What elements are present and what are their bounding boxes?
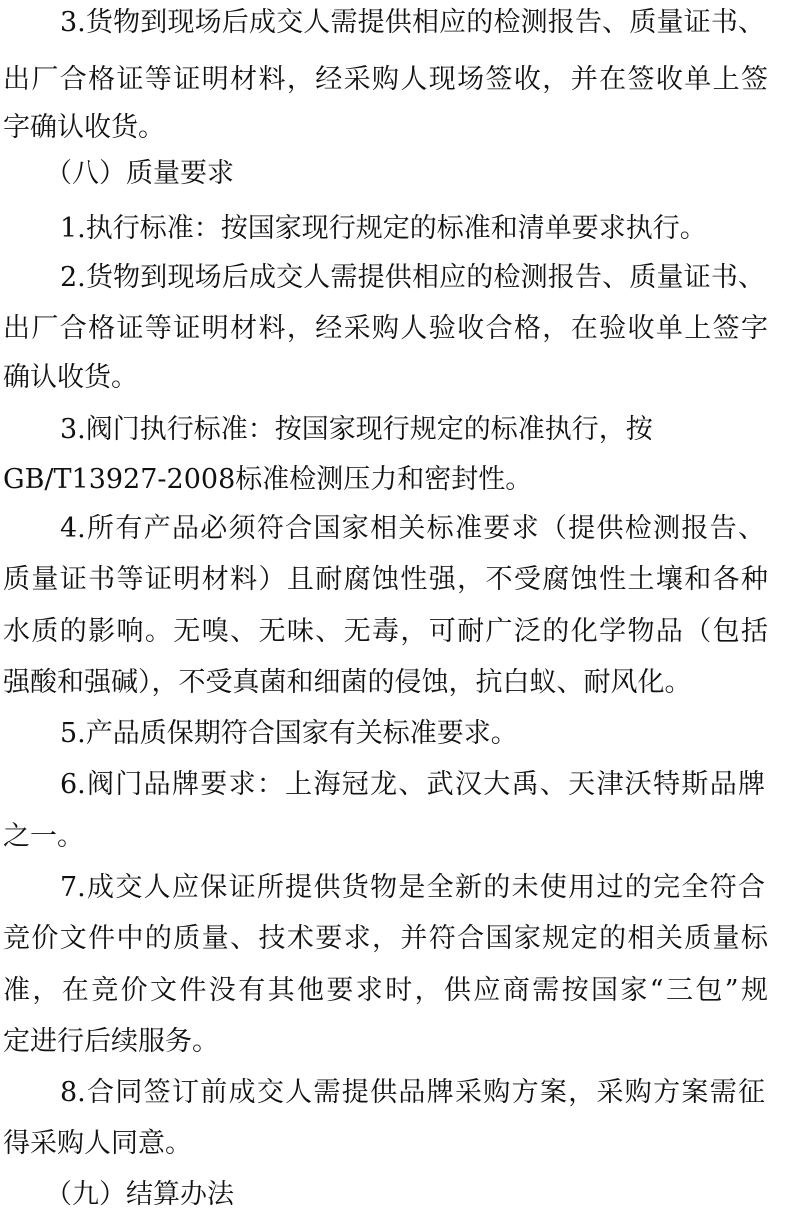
quality-item-3-line-2: GB/T13927-2008标准检测压力和密封性。 [3, 464, 533, 495]
quality-item-4-line-2: 质量证书等证明材料）且耐腐蚀性强，不受腐蚀性土壤和各种 [3, 564, 768, 595]
quality-item-2-line-2: 出厂合格证等证明材料，经采购人验收合格，在验收单上签字 [3, 313, 768, 344]
paragraph-delivery-3-line-2: 出厂合格证等证明材料，经采购人现场签收，并在签收单上签 [3, 64, 768, 95]
section-heading-settlement: （九）结算办法 [45, 1179, 234, 1210]
quality-item-2-line-1: 2.货物到现场后成交人需提供相应的检测报告、质量证书、 [60, 262, 765, 293]
quality-item-4-line-4: 强酸和强碱），不受真菌和细菌的侵蚀，抗白蚁、耐风化。 [3, 667, 692, 698]
section-heading-quality: （八）质量要求 [45, 158, 234, 189]
quality-item-7-line-1: 7.成交人应保证所提供货物是全新的未使用过的完全符合 [60, 872, 765, 903]
quality-item-8-line-1: 8.合同签订前成交人需提供品牌采购方案，采购方案需征 [60, 1077, 765, 1108]
quality-item-4-line-1: 4.所有产品必须符合国家相关标准要求（提供检测报告、 [60, 513, 765, 544]
quality-item-2-line-3: 确认收货。 [3, 362, 138, 393]
quality-item-1: 1.执行标准：按国家现行规定的标准和清单要求执行。 [60, 213, 707, 244]
quality-item-5: 5.产品质保期符合国家有关标准要求。 [60, 718, 518, 749]
quality-item-7-line-4: 定进行后续服务。 [3, 1026, 219, 1057]
paragraph-delivery-3-line-3: 字确认收货。 [3, 112, 165, 143]
quality-item-3-line-1: 3.阀门执行标准：按国家现行规定的标准执行，按 [60, 414, 653, 445]
quality-item-4-line-3: 水质的影响。无嗅、无味、无毒，可耐广泛的化学物品（包括 [3, 616, 768, 647]
paragraph-delivery-3-line-1: 3.货物到现场后成交人需提供相应的检测报告、质量证书、 [60, 7, 765, 38]
quality-item-6-line-1: 6.阀门品牌要求：上海冠龙、武汉大禹、天津沃特斯品牌 [60, 769, 765, 800]
quality-item-6-line-2: 之一。 [3, 821, 84, 852]
quality-item-7-line-3: 准，在竞价文件没有其他要求时，供应商需按国家“三包”规 [3, 975, 768, 1006]
quality-item-8-line-2: 得采购人同意。 [3, 1128, 192, 1159]
quality-item-7-line-2: 竞价文件中的质量、技术要求，并符合国家规定的相关质量标 [3, 923, 768, 954]
